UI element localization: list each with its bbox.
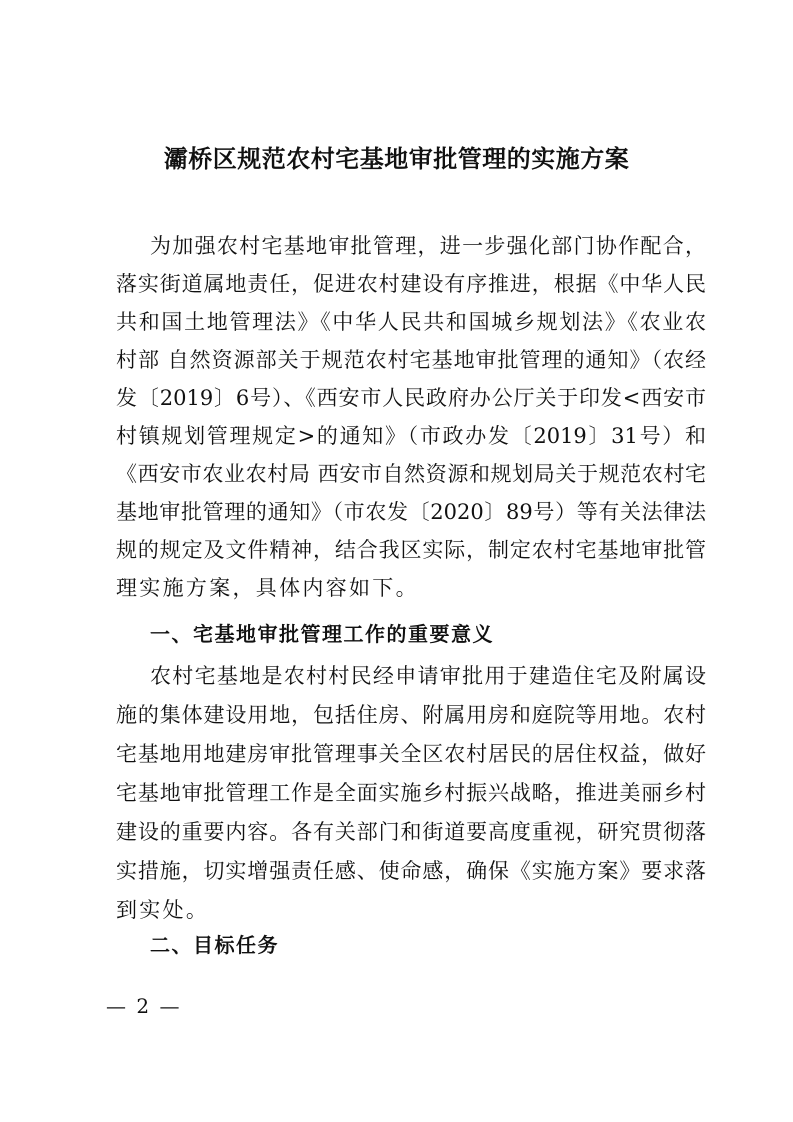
paragraph-line: 施的集体建设用地，包括住房、附属用房和庭院等用地。农村 — [116, 703, 706, 727]
paragraph-line: 规的规定及文件精神，结合我区实际，制定农村宅基地审批管 — [116, 538, 706, 562]
paragraph-line: 实措施，切实增强责任感、使命感，确保《实施方案》要求落 — [116, 859, 706, 883]
paragraph-line: 共和国土地管理法》《中华人民共和国城乡规划法》《农业农 — [116, 310, 706, 334]
paragraph-line: 宅基地用地建房审批管理事关全区农村居民的居住权益，做好 — [116, 742, 706, 766]
paragraph-line: 为加强农村宅基地审批管理，进一步强化部门协作配合， — [150, 234, 706, 258]
paragraph-line: 基地审批管理的通知》（市农发〔2020〕89号）等有关法律法 — [116, 500, 706, 524]
paragraph-line: 到实处。 — [116, 898, 210, 922]
paragraph-line: 建设的重要内容。各有关部门和街道要高度重视，研究贯彻落 — [116, 820, 706, 844]
section-heading-2: 二、目标任务 — [150, 933, 279, 957]
paragraph-line: 村镇规划管理规定>的通知》（市政办发〔2019〕31号）和 — [116, 424, 706, 448]
section-heading-1: 一、宅基地审批管理工作的重要意义 — [150, 622, 494, 646]
document-title: 灞桥区规范农村宅基地审批管理的实施方案 — [163, 145, 630, 173]
paragraph-line: 理实施方案，具体内容如下。 — [116, 576, 419, 600]
paragraph-line: 村部 自然资源部关于规范农村宅基地审批管理的通知》（农经 — [116, 348, 706, 372]
page-number: — 2 — — [106, 994, 182, 1018]
paragraph-line: 发〔2019〕6号）、《西安市人民政府办公厅关于印发<西安市 — [116, 386, 706, 410]
paragraph-line: 落实街道属地责任，促进农村建设有序推进，根据《中华人民 — [116, 272, 706, 296]
paragraph-line: 宅基地审批管理工作是全面实施乡村振兴战略，推进美丽乡村 — [116, 781, 706, 805]
paragraph-line: 农村宅基地是农村村民经申请审批用于建造住宅及附属设 — [150, 664, 706, 688]
paragraph-line: 《西安市农业农村局 西安市自然资源和规划局关于规范农村宅 — [116, 462, 706, 486]
